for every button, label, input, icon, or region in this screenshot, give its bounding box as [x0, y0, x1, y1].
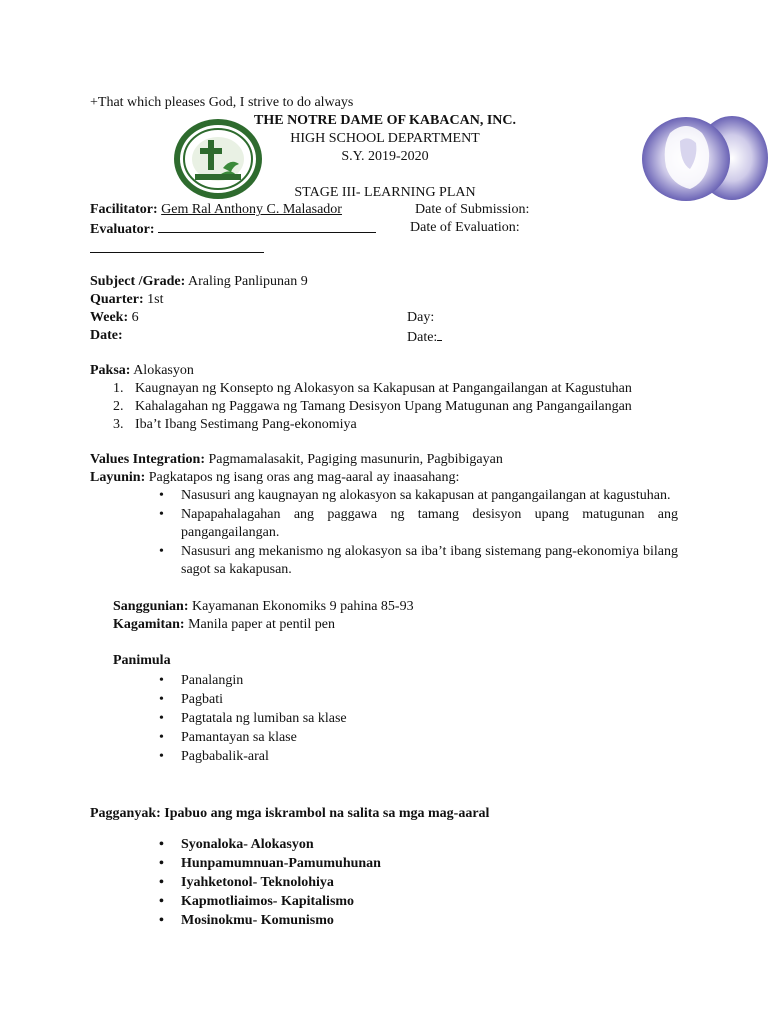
paksa-item-text: Kaugnayan ng Konsepto ng Alokasyon sa Kakapusan at Pangangailangan at Kagustuhan: [135, 381, 632, 396]
paksa-item: [113, 416, 632, 434]
panimula-list: [159, 671, 347, 766]
kagamitan-value: Manila paper at pentil pen: [188, 617, 336, 632]
school-name: THE NOTRE DAME OF KABACAN, INC.: [254, 113, 516, 128]
facilitator-row: [90, 202, 342, 218]
sanggunian-row: [113, 599, 414, 615]
panimula-item: [159, 671, 347, 690]
paksa-item: [113, 380, 632, 398]
bullet-icon: •: [159, 894, 164, 909]
date-label: Date:: [90, 328, 123, 343]
panimula-item-text: Pagtatala ng lumiban sa klase: [181, 711, 347, 726]
layunin-item-text: Nasusuri ang kaugnayan ng alokasyon sa kakapusan at pangangailangan at kagustuhan.: [181, 488, 671, 503]
date-right-blank: [437, 328, 442, 341]
pagganyak-item-text: Syonaloka- Alokasyon: [181, 837, 314, 852]
quarter-value: 1st: [147, 292, 164, 307]
pagganyak-item: [159, 892, 381, 911]
bullet-icon: •: [159, 544, 164, 559]
date-right-text: Date:: [407, 330, 438, 345]
pagganyak-item: [159, 873, 381, 892]
pagganyak-item-text: Hunpamumnuan-Pamumuhunan: [181, 856, 381, 871]
madonna-image: [640, 113, 768, 203]
department-name: HIGH SCHOOL DEPARTMENT: [290, 131, 480, 146]
paksa-item-text: Kahalagahan ng Paggawa ng Tamang Desisyon Upang Matugunan ang Pangangailangan: [135, 399, 632, 414]
layunin-item: [159, 543, 678, 579]
school-year: S.Y. 2019-2020: [341, 149, 429, 164]
week-row: [90, 310, 139, 326]
evaluator-row: [90, 220, 376, 238]
bullet-icon: •: [159, 875, 164, 890]
values-label: Values Integration:: [90, 452, 205, 467]
evaluator-blank-line: [158, 220, 376, 233]
panimula-item: [159, 709, 347, 728]
pagganyak-item-text: Iyahketonol- Teknolohiya: [181, 875, 334, 890]
evaluation-date-label: Date of Evaluation:: [410, 220, 520, 235]
bullet-icon: •: [159, 488, 164, 503]
quarter-label: Quarter:: [90, 292, 144, 307]
sanggunian-label: Sanggunian:: [113, 599, 189, 614]
subject-row: [90, 274, 308, 290]
panimula-item-text: Pamantayan sa klase: [181, 730, 297, 745]
pagganyak-item: [159, 911, 381, 930]
evaluator-label: Evaluator:: [90, 222, 155, 237]
panimula-item-text: Pagbati: [181, 692, 223, 707]
week-label: Week:: [90, 310, 129, 325]
paksa-value: Alokasyon: [133, 363, 194, 378]
paksa-item-number: 3.: [113, 417, 124, 432]
bullet-icon: •: [159, 856, 164, 871]
panimula-item: [159, 690, 347, 709]
pagganyak-item-text: Mosinokmu- Komunismo: [181, 913, 334, 928]
bullet-icon: •: [159, 692, 164, 707]
pagganyak-item: [159, 854, 381, 873]
quarter-row: [90, 292, 164, 308]
bullet-icon: •: [159, 749, 164, 764]
layunin-item-text: Nasusuri ang mekanismo ng alokasyon sa iba’t ibang sistemang pang-ekonomiya bilang sagot sa kakapusan.: [181, 544, 678, 577]
bullet-icon: •: [159, 837, 164, 852]
paksa-item-number: 2.: [113, 399, 124, 414]
pagganyak-item: [159, 835, 381, 854]
panimula-item-text: Pagbabalik-aral: [181, 749, 269, 764]
layunin-item: [159, 506, 678, 542]
layunin-list: [159, 487, 678, 579]
submission-date-label: Date of Submission:: [415, 202, 530, 217]
subject-label: Subject /Grade:: [90, 274, 186, 289]
bullet-icon: •: [159, 673, 164, 688]
layunin-row: [90, 470, 459, 486]
kagamitan-label: Kagamitan:: [113, 617, 185, 632]
paksa-item: [113, 398, 632, 416]
week-value: 6: [131, 310, 139, 325]
paksa-list: [113, 380, 632, 434]
paksa-item-text: Iba’t Ibang Sestimang Pang-ekonomiya: [135, 417, 357, 432]
values-value: Pagmamalasakit, Pagiging masunurin, Pagbibigayan: [208, 452, 503, 467]
motto: +That which pleases God, I strive to do always: [90, 95, 354, 110]
day-label: Day:: [407, 310, 435, 325]
paksa-label: Paksa:: [90, 363, 131, 378]
pagganyak-list: [159, 835, 381, 930]
facilitator-label: Facilitator:: [90, 202, 158, 217]
values-row: [90, 452, 503, 468]
paksa-item-number: 1.: [113, 381, 124, 396]
paksa-row: [90, 363, 194, 379]
layunin-value: Pagkatapos ng isang oras ang mag-aaral ay inaasahang:: [148, 470, 460, 485]
plan-title: STAGE III- LEARNING PLAN: [294, 185, 476, 200]
layunin-label: Layunin:: [90, 470, 146, 485]
bullet-icon: •: [159, 913, 164, 928]
sanggunian-value: Kayamanan Ekonomiks 9 pahina 85-93: [191, 599, 414, 614]
date-right-label: [407, 328, 442, 346]
signature-blank-line: [90, 240, 264, 253]
pagganyak-item-text: Kapmotliaimos- Kapitalismo: [181, 894, 355, 909]
pagganyak-heading: Pagganyak: Ipabuo ang mga iskrambol na salita sa mga mag-aaral: [90, 806, 490, 821]
panimula-item: [159, 728, 347, 747]
layunin-item-text: Napapahalagahan ang paggawa ng tamang desisyon upang matugunan ang pangangailangan.: [181, 507, 678, 540]
bullet-icon: •: [159, 507, 164, 522]
layunin-item: [159, 487, 678, 505]
bullet-icon: •: [159, 711, 164, 726]
panimula-item: [159, 747, 347, 766]
kagamitan-row: [113, 617, 335, 633]
subject-value: Araling Panlipunan 9: [188, 274, 308, 289]
facilitator-name: Gem Ral Anthony C. Malasador: [161, 202, 342, 217]
bullet-icon: •: [159, 730, 164, 745]
panimula-item-text: Panalangin: [181, 673, 244, 688]
panimula-heading: Panimula: [113, 653, 171, 668]
